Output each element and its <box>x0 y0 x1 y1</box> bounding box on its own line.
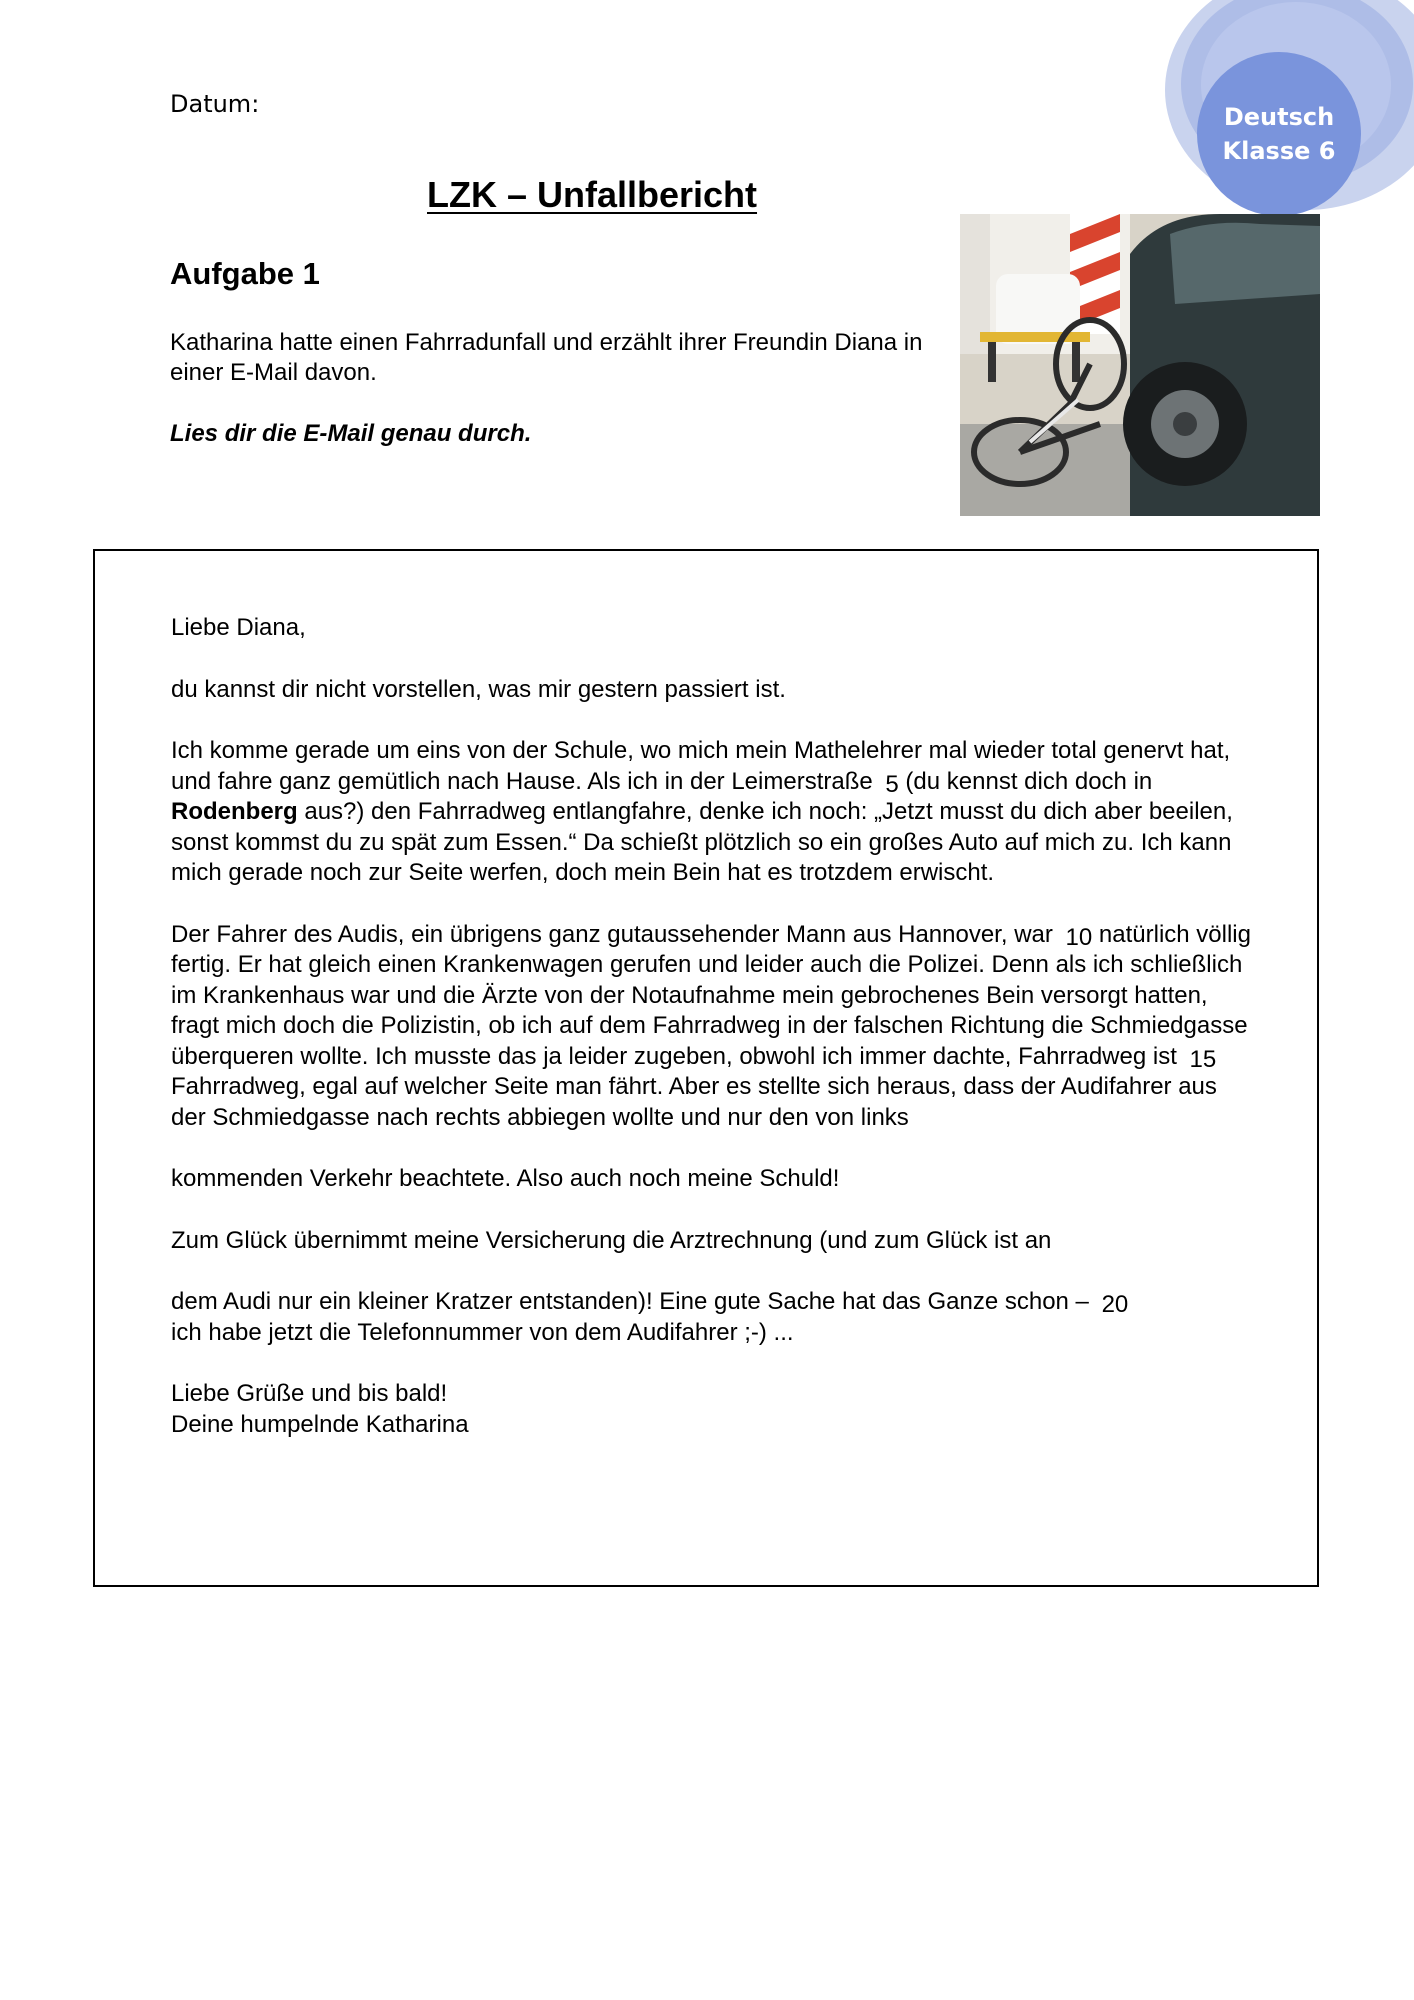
line-number-5: 5 <box>885 770 899 798</box>
line-number-20: 20 <box>1101 1291 1129 1318</box>
email-paragraph-3-part-a: Der Fahrer des Audis, ein übrigens ganz gutaussehender Mann aus Hannover, war <box>171 920 1053 948</box>
accident-photo <box>960 214 1320 516</box>
email-paragraph-3-part-b: natürlich völlig fertig. Er hat gleich einen Krankenwagen gerufen und leider auch die Polizei. Denn als ich schließlich im Krankenhaus war und die Ärzte von der Notaufnahme mein gebrochenes Bein versorgt hatten, fragt mich doch die Polizistin, ob ich auf dem Fahrradweg in der falschen Richtung die Schmiedgasse überqueren wollte. Ich musste das ja leider zugeben, obwohl ich immer dachte, Fahrradweg ist <box>171 920 1251 1070</box>
task-intro: Katharina hatte einen Fahrradunfall und erzählt ihrer Freundin Diana in einer E-Mail davon. <box>170 329 923 386</box>
email-closing-line-1: Liebe Grüße und bis bald! <box>171 1380 448 1407</box>
email-paragraph-2-part-a: Ich komme gerade um eins von der Schule, wo mich mein Mathelehrer mal wieder total genervt hat, und fahre ganz gemütlich nach Hause. Als ich in der Leimerstraße <box>171 737 1231 795</box>
task-instruction: Lies dir die E-Mail genau durch. <box>170 420 532 447</box>
email-greeting: Liebe Diana, <box>171 614 306 641</box>
email-paragraph-2-part-b: (du kennst dich doch in <box>905 767 1153 795</box>
email-paragraph-3 <box>171 920 1251 1134</box>
email-paragraph-6-part-b: ich habe jetzt die Telefonnummer von dem Audifahrer ;-) ... <box>171 1318 794 1346</box>
accident-photo-drawing <box>960 214 1320 516</box>
email-paragraph-4: kommenden Verkehr beachtete. Also auch noch meine Schuld! <box>171 1165 840 1192</box>
email-paragraph-1: du kannst dir nicht vorstellen, was mir gestern passiert ist. <box>171 675 786 703</box>
email-letter-box <box>93 549 1319 1587</box>
task-heading: Aufgabe 1 <box>170 256 320 291</box>
email-paragraph-5: Zum Glück übernimmt meine Versicherung die Arztrechnung (und zum Glück ist an <box>171 1226 1052 1254</box>
email-paragraph-6 <box>171 1287 1251 1348</box>
email-text <box>171 613 1251 1440</box>
email-paragraph-2-part-c: aus?) den Fahrradweg entlangfahre, denke ich noch: „Jetzt musst du dich aber beeilen, sonst kommst du zu spät zum Essen.“ Da schießt plötzlich so ein großes Auto auf mich zu. Ich kann mich gerade noch zur Seite werfen, doch mein Bein hat es trotzdem erwischt. <box>171 798 1233 886</box>
email-paragraph-2 <box>171 736 1251 889</box>
subject-badge <box>1197 52 1361 216</box>
email-signature: Deine humpelnde Katharina <box>171 1410 469 1438</box>
email-place-name: Rodenberg <box>171 798 298 825</box>
email-paragraph-6-part-a: dem Audi nur ein kleiner Kratzer entstanden)! Eine gute Sache hat das Ganze schon – <box>171 1288 1089 1315</box>
badge-subject: Deutsch <box>1223 103 1335 131</box>
email-closing <box>171 1379 1251 1440</box>
page-title: LZK – Unfallbericht <box>427 174 758 215</box>
line-number-15: 15 <box>1189 1045 1217 1073</box>
line-number-10: 10 <box>1065 923 1093 951</box>
badge-class: Klasse 6 <box>1222 137 1336 165</box>
email-paragraph-3-part-c: Fahrradweg, egal auf welcher Seite man fährt. Aber es stellte sich heraus, dass der Audifahrer aus der Schmiedgasse nach rechts abbiegen wollte und nur den von links <box>171 1073 1217 1131</box>
date-label: Datum: <box>170 90 260 118</box>
